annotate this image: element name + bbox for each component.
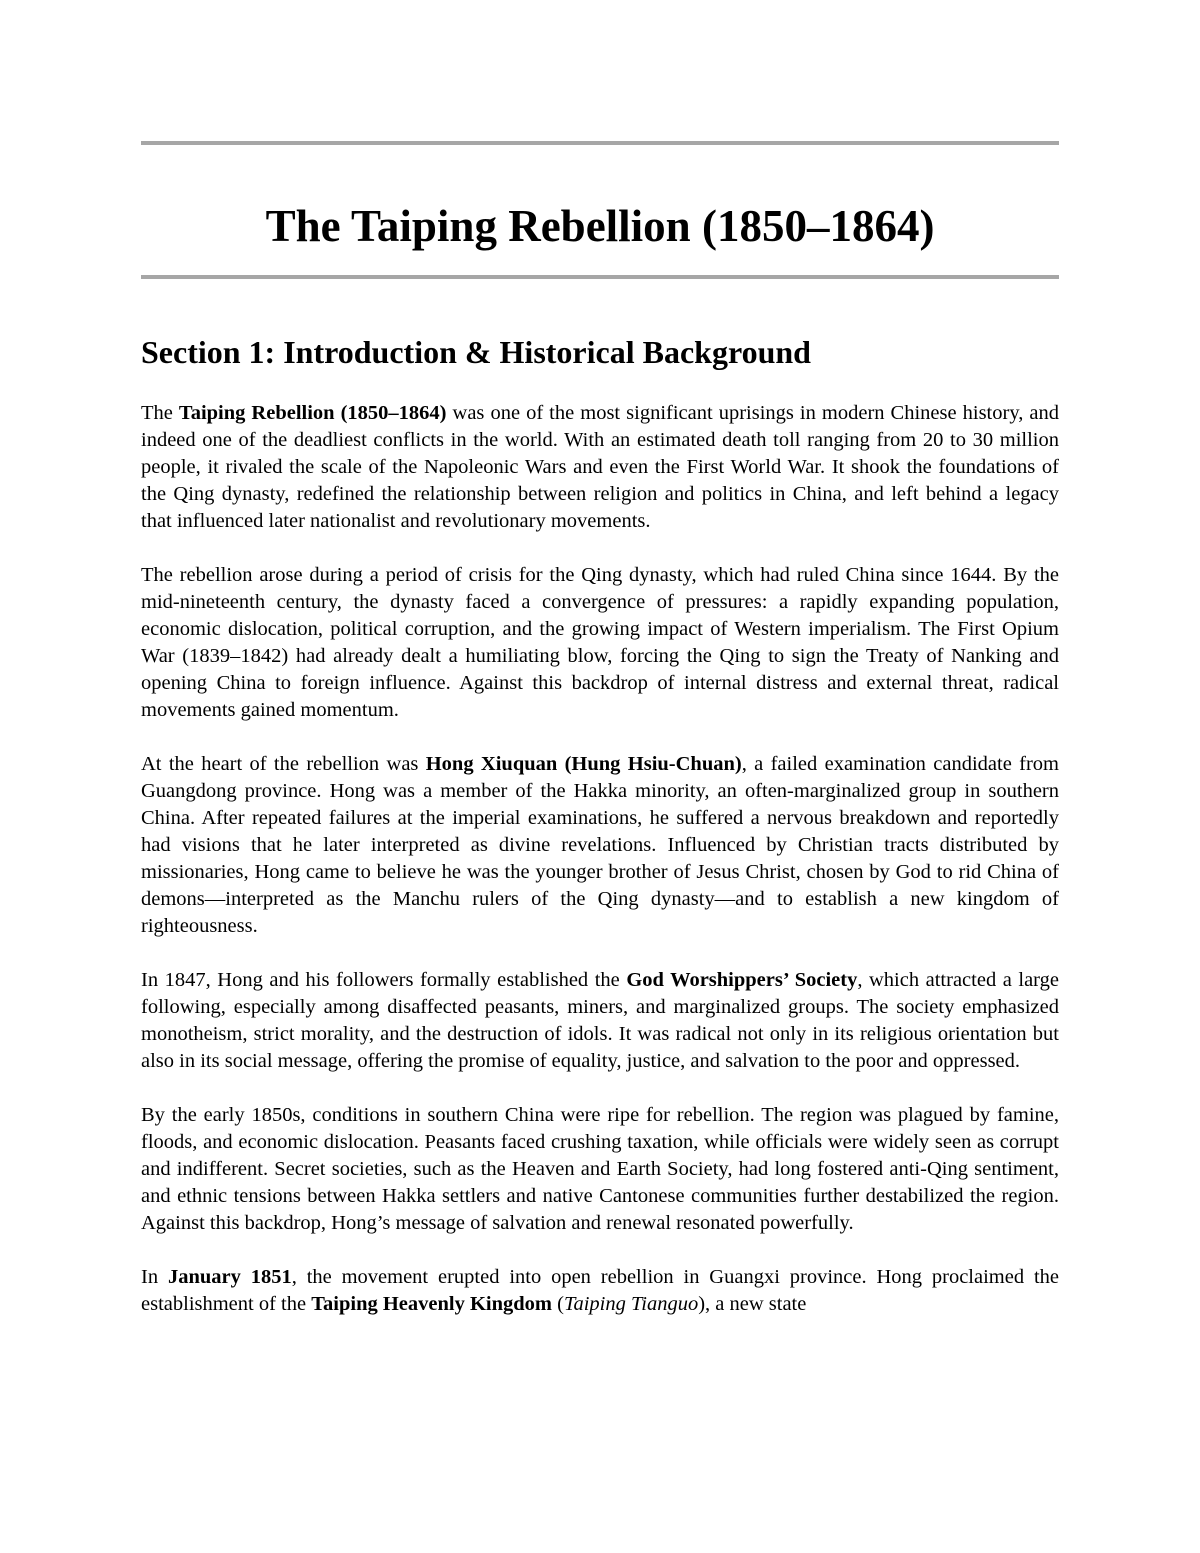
paragraph-3 — [141, 751, 1059, 940]
section-heading: Section 1: Introduction & Historical Background — [141, 334, 811, 370]
paragraph-text: In 1847, Hong and his followers formally established the — [141, 969, 627, 991]
title-bottom-rule — [141, 275, 1059, 279]
paragraph-text: , a failed examination candidate from Guangdong province. Hong was a member of the Hakka minority, an often-marginalized group in southern China. After repeated failures at the imperial examinations, he suffered a nervous breakdown and reportedly had visions that he later interpreted as divine revelations. Influenced by Christian tracts distributed by missionaries, Hong came to believe he was the younger brother of Jesus Christ, chosen by God to rid China of demons—interpreted as the Manchu rulers of the Qing dynasty—and to establish a new kingdom of righteousness. — [141, 753, 1059, 937]
italic-term: Taiping Tianguo — [563, 1293, 699, 1315]
paragraph-2 — [141, 562, 1059, 724]
paragraph-6 — [141, 1264, 1059, 1318]
paragraph-text: By the early 1850s, conditions in southern China were ripe for rebellion. The region was plagued by famine, floods, and economic dislocation. Peasants faced crushing taxation, while officials were widely seen as corrupt and indifferent. Secret societies, such as the Heaven and Earth Society, had long fostered anti-Qing sentiment, and ethnic tensions between Hakka settlers and native Cantonese communities further destabilized the region. Against this backdrop, Hong’s message of salvation and renewal resonated powerfully. — [141, 1104, 1059, 1234]
bold-term: January 1851 — [167, 1266, 292, 1288]
paragraph-text: In — [141, 1266, 168, 1288]
paragraph-text: ), a new state — [698, 1293, 807, 1315]
paragraph-5 — [141, 1102, 1059, 1237]
paragraph-4 — [141, 967, 1059, 1075]
paragraph-text: At the heart of the rebellion was — [141, 753, 426, 775]
bold-term: God Worshippers’ Society — [626, 969, 858, 991]
bold-term: Hong Xiuquan (Hung Hsiu-Chuan) — [425, 753, 742, 775]
document-body — [141, 400, 1059, 1318]
document-title: The Taiping Rebellion (1850–1864) — [265, 201, 935, 251]
bold-term: Taiping Heavenly Kingdom — [311, 1293, 552, 1315]
paragraph-text: , which attracted a large following, especially among disaffected peasants, miners, and marginalized groups. The society emphasized monotheism, strict morality, and the destruction of idols. It was radical not only in its religious orientation but also in its social message, offering the promise of equality, justice, and salvation to the poor and oppressed. — [141, 969, 1059, 1072]
title-top-rule — [141, 141, 1059, 145]
paragraph-text: , the movement erupted into open rebellion in Guangxi province. Hong proclaimed the establishment of the — [141, 1266, 1059, 1315]
paragraph-text: The — [141, 402, 179, 424]
paragraph-text: The rebellion arose during a period of crisis for the Qing dynasty, which had ruled China since 1644. By the mid-nineteenth century, the dynasty faced a convergence of pressures: a rapidly expanding population, economic dislocation, political corruption, and the growing impact of Western imperialism. The First Opium War (1839–1842) had already dealt a humiliating blow, forcing the Qing to sign the Treaty of Nanking and opening China to foreign influence. Against this backdrop of internal distress and external threat, radical movements gained momentum. — [141, 564, 1059, 721]
paragraph-text: ( — [551, 1293, 564, 1315]
bold-term: Taiping Rebellion (1850–1864) — [178, 402, 447, 424]
paragraph-text: was one of the most significant uprisings in modern Chinese history, and indeed one of the deadliest conflicts in the world. With an estimated death toll ranging from 20 to 30 million people, it rivaled the scale of the Napoleonic Wars and even the First World War. It shook the foundations of the Qing dynasty, redefined the relationship between religion and politics in China, and left behind a legacy that influenced later nationalist and revolutionary movements. — [141, 402, 1059, 532]
paragraph-1 — [141, 400, 1059, 535]
